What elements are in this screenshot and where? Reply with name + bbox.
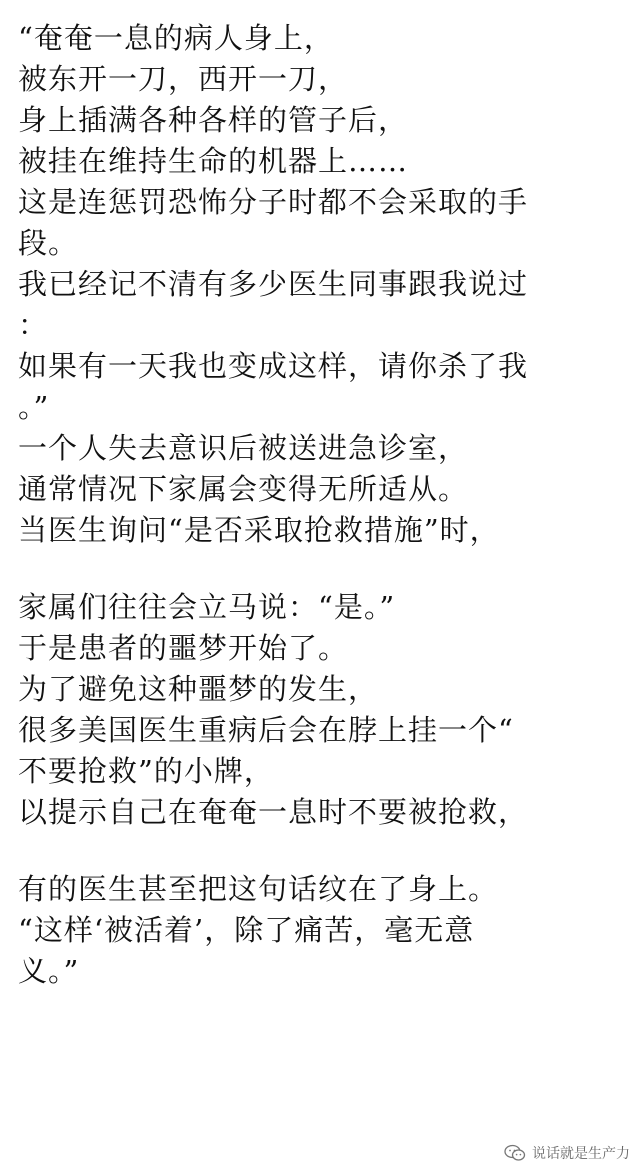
text-line: 被挂在维持生命的机器上…… (18, 144, 409, 178)
text-line: 于是患者的噩梦开始了。 (18, 631, 349, 665)
text-line: 。” (18, 390, 50, 424)
text-line: 义。” (18, 954, 80, 988)
text-line: “奄奄一息的病人身上， (18, 21, 334, 55)
text-line: 当医生询问“是否采取抢救措施”时， (18, 513, 500, 547)
text-line: 不要抢救”的小牌， (18, 754, 274, 788)
text-line: ： (18, 308, 49, 342)
text-line: “这样‘被活着’，除了痛苦，毫无意 (18, 913, 475, 947)
text-line: 家属们往往会立马说：“是。” (18, 590, 396, 624)
watermark-text: 说话就是生产力 (532, 1146, 630, 1162)
text-line: 身上插满各种各样的管子后， (18, 103, 409, 137)
blank-line (18, 833, 624, 869)
text-line: 一个人失去意识后被送进急诊室， (18, 431, 469, 465)
watermark (504, 1143, 630, 1163)
blank-line (18, 551, 624, 587)
text-line: 如果有一天我也变成这样，请你杀了我 (18, 349, 529, 383)
wechat-icon (504, 1144, 526, 1162)
text-line: 被东开一刀，西开一刀， (18, 62, 349, 96)
text-line: 很多美国医生重病后会在脖上挂一个“ (18, 713, 514, 747)
text-line: 通常情况下家属会变得无所适从。 (18, 472, 469, 506)
text-line: 为了避免这种噩梦的发生， (18, 672, 379, 706)
text-line: 段。 (18, 226, 79, 260)
text-line: 有的医生甚至把这句话纹在了身上。 (18, 872, 499, 906)
text-line: 我已经记不清有多少医生同事跟我说过 (18, 267, 529, 301)
text-line: 以提示自己在奄奄一息时不要被抢救， (18, 795, 529, 829)
text-line: 这是连惩罚恐怖分子时都不会采取的手 (18, 185, 529, 219)
article-body (18, 18, 624, 992)
